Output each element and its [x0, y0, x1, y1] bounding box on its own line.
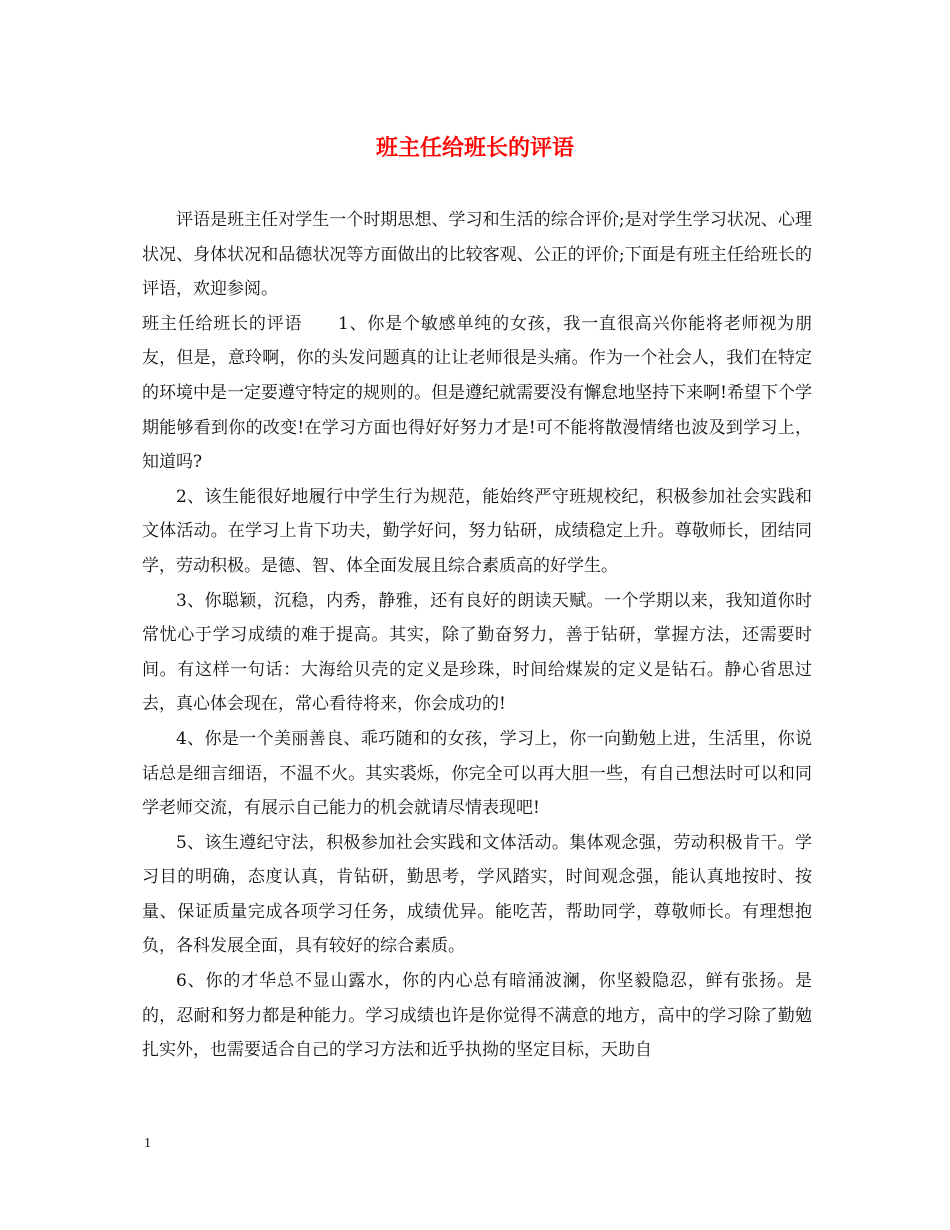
paragraph-comment-2: 2、该生能很好地履行中学生行为规范，能始终严守班规校纪，积极参加社会实践和文体活动。在学习上肯下功夫，勤学好问，努力钻研，成绩稳定上升。尊敬师长，团结同学，劳动积极。是德、智、体全面发展且综合素质高的好学生。 — [142, 486, 812, 576]
page-number: 1 — [144, 1136, 151, 1151]
document-body — [142, 203, 812, 1068]
paragraph-comment-1: 班主任给班长的评语 1、你是个敏感单纯的女孩，我一直很高兴你能将老师视为朋友，但是，意玲啊，你的头发问题真的让让老师很是头痛。作为一个社会人，我们在特定的环境中是一定要遵守特定的规则的。但是遵纪就需要没有懈怠地坚持下来啊!希望下个学期能够看到你的改变!在学习方面也得好好努力才是!可不能将散漫情绪也波及到学习上，知道吗? — [142, 313, 812, 473]
paragraph-intro: 评语是班主任对学生一个时期思想、学习和生活的综合评价;是对学生学习状况、心理状况、身体状况和品德状况等方面做出的比较客观、公正的评价;下面是有班主任给班长的评语，欢迎参阅。 — [142, 210, 812, 300]
paragraph-comment-5: 5、该生遵纪守法，积极参加社会实践和文体活动。集体观念强，劳动积极肯干。学习目的明确，态度认真，肯钻研，勤思考，学风踏实，时间观念强，能认真地按时、按量、保证质量完成各项学习任务，成绩优异。能吃苦，帮助同学，尊敬师长。有理想抱负，各科发展全面，具有较好的综合素质。 — [142, 832, 812, 957]
paragraph-comment-6: 6、你的才华总不显山露水，你的内心总有暗涌波澜，你坚毅隐忍，鲜有张扬。是的，忍耐和努力都是种能力。学习成绩也许是你觉得不满意的地方，高中的学习除了勤勉扎实外，也需要适合自己的学习方法和近乎执拗的坚定目标，天助自 — [142, 971, 812, 1061]
paragraph-comment-4: 4、你是一个美丽善良、乖巧随和的女孩，学习上，你一向勤勉上进，生活里，你说话总是细言细语，不温不火。其实裘烁，你完全可以再大胆一些，有自己想法时可以和同学老师交流，有展示自己能力的机会就请尽情表现吧! — [142, 728, 812, 819]
document-title: 班主任给班长的评语 — [375, 135, 574, 161]
paragraph-comment-3: 3、你聪颖，沉稳，内秀，静雅，还有良好的朗读天赋。一个学期以来，我知道你时常忧心于学习成绩的难于提高。其实，除了勤奋努力，善于钻研，掌握方法，还需要时间。有这样一句话：大海给贝壳的定义是珍珠，时间给煤炭的定义是钻石。静心省思过去，真心体会现在，常心看待将来，你会成功的! — [142, 590, 812, 715]
